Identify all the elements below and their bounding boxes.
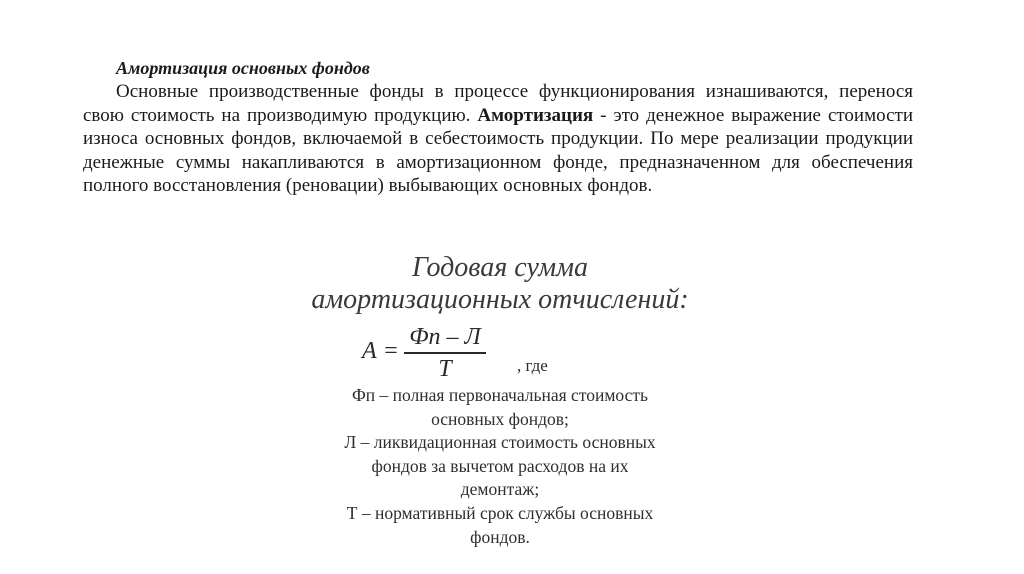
formula-image — [290, 236, 710, 566]
formula-definitions — [290, 384, 710, 549]
formula-denominator: Т — [438, 356, 452, 382]
definition-line: фондов. — [470, 526, 530, 547]
definition-line: демонтаж; — [460, 479, 540, 500]
formula-fraction — [404, 324, 486, 382]
paragraph-bold-term: Амортизация — [477, 104, 594, 126]
text-block — [83, 56, 913, 198]
definition-line: Л – ликвидационная стоимость основных — [344, 432, 656, 453]
definition-line: фондов за вычетом расходов на их — [371, 455, 629, 476]
formula-lhs: А = — [362, 338, 399, 364]
definition-line: Т – нормативный срок службы основных — [346, 502, 654, 523]
section-heading: Амортизация основных фондов — [116, 58, 370, 78]
formula-title-line-2: амортизационных отчислений: — [311, 284, 689, 315]
body-paragraph — [83, 80, 913, 198]
definition-line: основных фондов; — [431, 408, 569, 429]
fraction-bar — [404, 352, 486, 354]
formula-numerator: Фп – Л — [409, 324, 481, 350]
paragraph-text-1: Основные производственные фонды в процессе функционирования изнашиваются, перенося свою стоимость на производимую продукцию. — [83, 81, 913, 126]
formula-title-line-1: Годовая сумма — [412, 252, 588, 283]
formula-title — [290, 252, 710, 316]
formula-where: , где — [517, 356, 548, 375]
paragraph-text-2: - это денежное выражение стоимости износа основных фондов, включаемой в себестоимость продукции. По мере реализации продукции денежные суммы накапливаются в амортизационном фонде, предназначенном для обеспечения полного восстановления (реновации) выбывающих основных фондов. — [83, 104, 914, 197]
definition-line: Фп – полная первоначальная стоимость — [351, 385, 649, 405]
